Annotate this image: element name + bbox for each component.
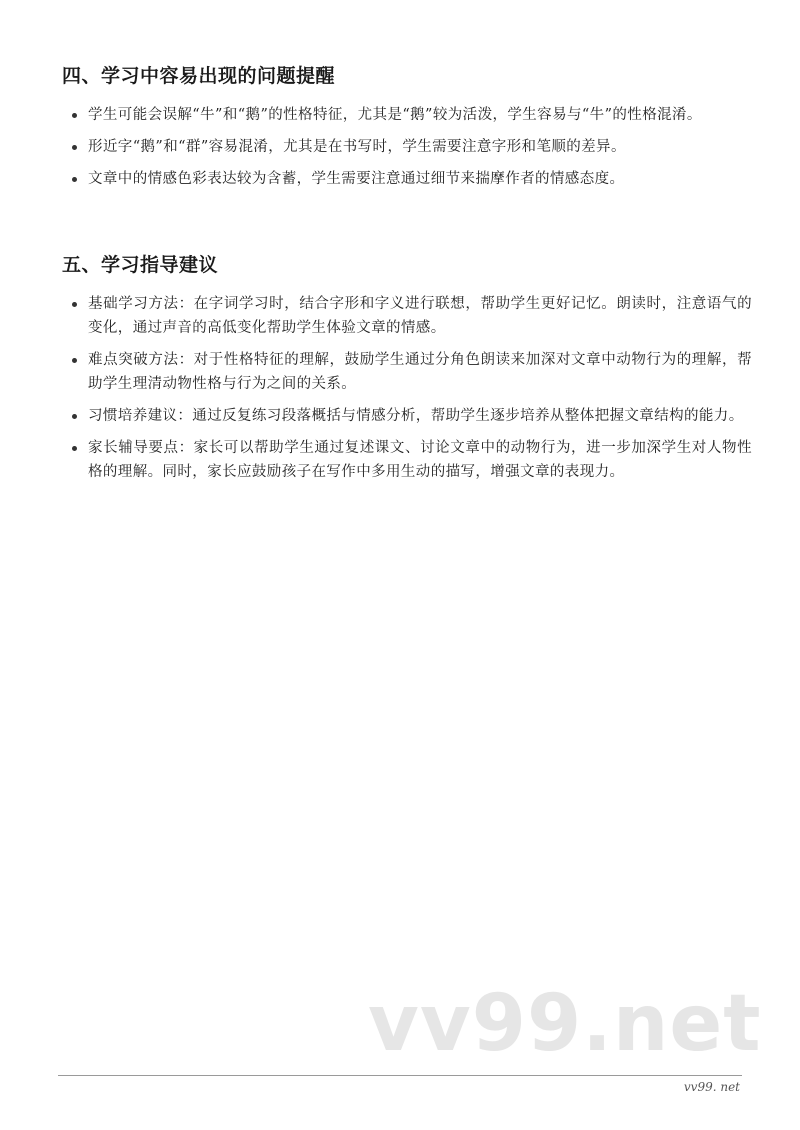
list-item-text: 文章中的情感色彩表达较为含蓄，学生需要注意通过细节来揣摩作者的情感态度。	[88, 171, 625, 187]
list-item-text: 基础学习方法：在字词学习时，结合字形和字义进行联想，帮助学生更好记忆。朗读时，注意语气的变化，通过声音的高低变化帮助学生体验文章的情感。	[88, 296, 752, 336]
watermark: vv99.net	[368, 979, 762, 1069]
section-title: 五、学习指导建议	[62, 254, 219, 276]
problem-list	[62, 103, 752, 191]
section-guidance	[62, 252, 752, 492]
list-item	[62, 292, 752, 340]
list-item-text: 学生可能会误解“牛”和“鹅”的性格特征，尤其是“鹅”较为活泼，学生容易与“牛”的性格混淆。	[88, 107, 702, 123]
list-item	[62, 103, 752, 127]
list-item	[62, 135, 752, 159]
section-title: 四、学习中容易出现的问题提醒	[62, 65, 336, 87]
list-item	[62, 404, 752, 428]
bullet-icon	[72, 302, 77, 307]
list-item-text: 习惯培养建议：通过反复练习段落概括与情感分析，帮助学生逐步培养从整体把握文章结构的能力。	[88, 408, 744, 424]
bullet-icon	[72, 414, 77, 419]
bullet-icon	[72, 145, 77, 150]
section-problems	[62, 63, 752, 199]
list-item-text: 难点突破方法：对于性格特征的理解，鼓励学生通过分角色朗读来加深对文章中动物行为的理解，帮助学生理清动物性格与行为之间的关系。	[88, 352, 752, 392]
list-item	[62, 348, 752, 396]
guidance-list	[62, 292, 752, 484]
footer-site-label: vv99. net	[683, 1080, 740, 1094]
list-item-text: 家长辅导要点：家长可以帮助学生通过复述课文、讨论文章中的动物行为，进一步加深学生对人物性格的理解。同时，家长应鼓励孩子在写作中多用生动的描写，增强文章的表现力。	[88, 440, 752, 480]
list-item-text: 形近字“鹅”和“群”容易混淆，尤其是在书写时，学生需要注意字形和笔顺的差异。	[88, 139, 626, 155]
list-item	[62, 436, 752, 484]
bullet-icon	[72, 446, 77, 451]
list-item	[62, 167, 752, 191]
bullet-icon	[72, 358, 77, 363]
bullet-icon	[72, 113, 77, 118]
footer-divider	[58, 1075, 742, 1076]
bullet-icon	[72, 177, 77, 182]
